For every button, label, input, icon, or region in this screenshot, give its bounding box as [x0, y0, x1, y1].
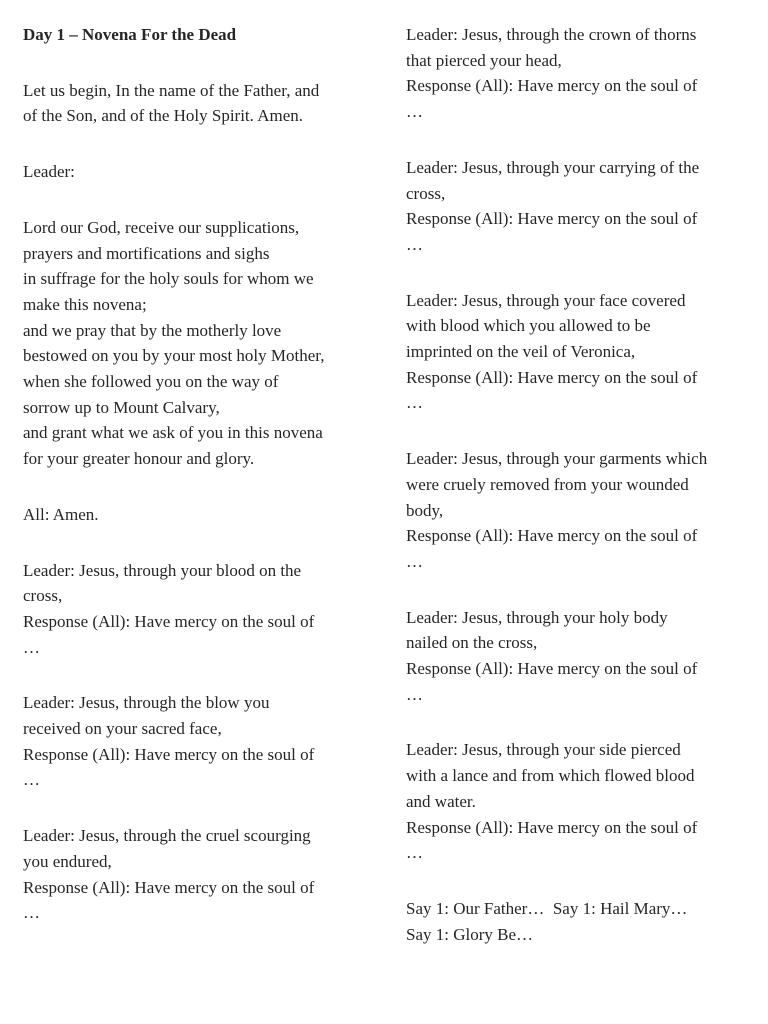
prayer-line: bestowed on you by your most holy Mother,	[23, 346, 325, 366]
prayer-line: and grant what we ask of you in this novena	[23, 423, 323, 443]
invocation-line: received on your sacred face,	[23, 719, 222, 739]
all-amen	[23, 502, 368, 528]
invocation-line: Leader: Jesus, through your garments which	[406, 449, 708, 469]
opening-line: Let us begin, In the name of the Father, and	[23, 80, 320, 100]
invocation	[23, 823, 368, 926]
hail-mary-text: Say 1: Hail Mary…	[552, 898, 688, 918]
opening-line: of the Son, and of the Holy Spirit. Amen.	[23, 106, 304, 126]
response-line: Response (All): Have mercy on the soul of	[23, 611, 315, 631]
prayer-line: for your greater honour and glory.	[23, 449, 255, 469]
invocation-line: cross,	[23, 586, 63, 606]
our-father-text: Say 1: Our Father…	[406, 898, 545, 918]
leader-heading	[23, 159, 368, 185]
invocation	[406, 22, 751, 125]
invocation-line: Leader: Jesus, through your blood on the	[23, 560, 302, 580]
response-line: Response (All): Have mercy on the soul of	[406, 209, 698, 229]
prayer-line: Lord our God, receive our supplications,	[23, 217, 300, 237]
ellipsis-line: …	[23, 770, 40, 790]
invocation	[406, 446, 751, 575]
invocation-line: Leader: Jesus, through your face covered	[406, 290, 686, 310]
opening-paragraph	[23, 78, 368, 129]
closing-prayers	[406, 896, 751, 947]
ellipsis-line: …	[406, 684, 423, 704]
invocation	[406, 288, 751, 417]
response-line: Response (All): Have mercy on the soul of	[23, 877, 315, 897]
ellipsis-line: …	[406, 843, 423, 863]
invocation-line: with a lance and from which flowed blood	[406, 766, 695, 786]
response-line: Response (All): Have mercy on the soul of	[406, 367, 698, 387]
invocation-line: Leader: Jesus, through your holy body	[406, 607, 668, 627]
invocation-line: and water.	[406, 791, 476, 811]
invocation	[23, 690, 368, 793]
response-line: Response (All): Have mercy on the soul of	[406, 659, 698, 679]
page-title	[23, 22, 368, 48]
right-column	[406, 22, 751, 977]
left-column	[23, 22, 368, 956]
invocation-line: nailed on the cross,	[406, 633, 538, 653]
all-amen-text: All: Amen.	[23, 504, 99, 524]
invocation	[406, 605, 751, 708]
invocation-line: imprinted on the veil of Veronica,	[406, 342, 636, 362]
invocation-line: Leader: Jesus, through the crown of thorns	[406, 25, 697, 44]
invocation-line: Leader: Jesus, through the blow you	[23, 693, 270, 713]
prayer-line: and we pray that by the motherly love	[23, 320, 282, 340]
ellipsis-line: …	[23, 637, 40, 657]
response-line: Response (All): Have mercy on the soul of	[406, 76, 698, 96]
prayer-line: make this novena;	[23, 294, 147, 314]
invocation-line: Leader: Jesus, through your carrying of the	[406, 157, 700, 177]
ellipsis-line: …	[406, 102, 423, 122]
leader-heading-text: Leader:	[23, 162, 75, 182]
invocation-line: with blood which you allowed to be	[406, 316, 651, 336]
ellipsis-line: …	[23, 903, 40, 923]
glory-be-text: Say 1: Glory Be…	[406, 924, 534, 944]
prayer-line: prayers and mortifications and sighs	[23, 243, 270, 263]
invocation-line: cross,	[406, 183, 446, 203]
response-line: Response (All): Have mercy on the soul of	[406, 817, 698, 837]
invocation-line: that pierced your head,	[406, 50, 562, 70]
invocation	[23, 558, 368, 661]
ellipsis-line: …	[406, 393, 423, 413]
prayer-line: sorrow up to Mount Calvary,	[23, 397, 220, 417]
invocation	[406, 155, 751, 258]
invocation-line: Leader: Jesus, through your side pierced	[406, 740, 681, 760]
response-line: Response (All): Have mercy on the soul of	[406, 526, 698, 546]
title-text: Day 1 – Novena For the Dead	[23, 25, 237, 44]
response-line: Response (All): Have mercy on the soul of	[23, 744, 315, 764]
prayer-paragraph	[23, 215, 368, 472]
prayer-line: when she followed you on the way of	[23, 372, 279, 392]
invocation	[406, 737, 751, 866]
ellipsis-line: …	[406, 234, 423, 254]
invocation-line: body,	[406, 500, 444, 520]
invocation-line: you endured,	[23, 851, 112, 871]
invocation-line: Leader: Jesus, through the cruel scourging	[23, 826, 311, 846]
invocation-line: were cruely removed from your wounded	[406, 474, 689, 494]
prayer-line: in suffrage for the holy souls for whom we	[23, 269, 314, 289]
ellipsis-line: …	[406, 551, 423, 571]
